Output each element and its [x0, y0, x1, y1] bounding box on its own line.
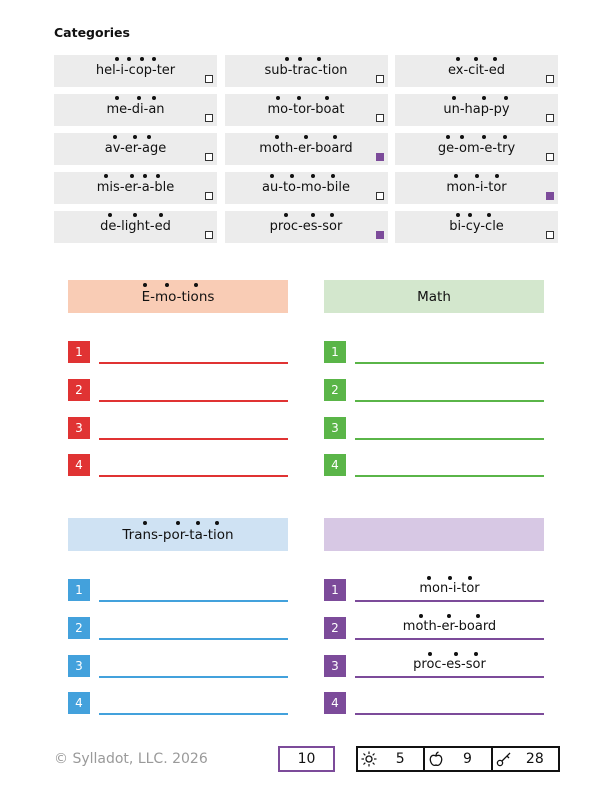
answer-line[interactable] [355, 475, 544, 477]
row-number-badge: 1 [68, 341, 90, 363]
syllable-dot [447, 614, 451, 618]
syllable-dot [143, 283, 147, 287]
category-header[interactable] [324, 280, 544, 313]
word-text: moth-er-board [259, 141, 353, 156]
syllable-dot [194, 283, 198, 287]
syllable-dots [106, 96, 164, 100]
syllable-dot [152, 96, 156, 100]
syllable-dot [448, 576, 452, 580]
answer-row[interactable] [68, 617, 288, 639]
answer-row[interactable] [68, 692, 288, 714]
syllable-dot [113, 135, 117, 139]
word-text: ex-cit-ed [448, 63, 505, 78]
syllable-dots [100, 213, 171, 217]
syllable-dot [331, 174, 335, 178]
row-number-badge: 1 [324, 579, 346, 601]
answer-line[interactable] [99, 713, 288, 715]
copyright: © Sylladot, LLC. 2026 [54, 751, 208, 767]
syllable-word [403, 619, 496, 634]
used-checkbox[interactable] [376, 75, 384, 83]
word-text: me-di-an [106, 102, 165, 117]
used-checkbox[interactable] [205, 114, 213, 122]
sun-icon [361, 751, 377, 767]
syllable-dot [143, 521, 147, 525]
answer-line[interactable] [355, 362, 544, 364]
answer-line[interactable] [355, 638, 544, 640]
syllable-dot [427, 576, 431, 580]
word-bank [54, 55, 558, 243]
syllable-dot [475, 174, 479, 178]
syllable-dot [482, 135, 486, 139]
syllable-dots [449, 213, 504, 217]
category-header[interactable] [68, 518, 288, 551]
answer-line[interactable] [355, 438, 544, 440]
word-text: un-hap-py [443, 102, 510, 117]
syllable-word [443, 101, 509, 119]
answer-line[interactable] [355, 600, 544, 602]
word-card[interactable] [225, 172, 388, 204]
answer-line[interactable] [99, 475, 288, 477]
syllable-word [97, 179, 174, 197]
syllable-dot [468, 213, 472, 217]
answer-line[interactable] [99, 600, 288, 602]
word-card[interactable] [395, 172, 558, 204]
syllable-dot [333, 135, 337, 139]
used-checkbox[interactable] [546, 114, 554, 122]
used-checkbox[interactable] [205, 75, 213, 83]
syllable-dots [446, 174, 506, 178]
syllable-dot [330, 213, 334, 217]
answer-row[interactable] [324, 341, 544, 363]
word-label [225, 179, 388, 197]
word-card[interactable] [225, 94, 388, 126]
answer-row[interactable] [68, 379, 288, 401]
answer-row[interactable] [68, 417, 288, 439]
word-text: E-mo-tions [141, 289, 215, 305]
syllable-word [419, 581, 479, 596]
word-card[interactable] [225, 211, 388, 243]
syllable-word [259, 140, 352, 158]
syllable-dot [456, 213, 460, 217]
key-icon [496, 751, 512, 767]
category-panel [324, 280, 544, 472]
category-title [68, 526, 288, 544]
category-panel [68, 518, 288, 710]
word-label [54, 179, 217, 197]
word-card[interactable] [395, 211, 558, 243]
syllable-dots [413, 652, 486, 656]
syllable-word [267, 101, 344, 119]
row-number-badge: 3 [324, 655, 346, 677]
syllable-dot [165, 283, 169, 287]
syllable-dot [284, 213, 288, 217]
word-text: bi-cy-cle [449, 219, 504, 234]
syllable-dot [127, 57, 131, 61]
syllable-dots [105, 135, 166, 139]
category-title [324, 288, 544, 306]
syllable-dot [285, 57, 289, 61]
answer-line[interactable] [355, 400, 544, 402]
used-checkbox[interactable] [205, 231, 213, 239]
syllable-dots [96, 57, 175, 61]
answer-word [355, 619, 544, 634]
syllable-dot [456, 57, 460, 61]
syllable-dot [487, 213, 491, 217]
word-label [395, 140, 558, 158]
syllable-dots [259, 135, 352, 139]
syllable-dot [152, 57, 156, 61]
syllable-word [105, 140, 166, 158]
word-text: Math [417, 289, 451, 305]
category-header[interactable] [68, 280, 288, 313]
syllable-dot [504, 96, 508, 100]
row-number-badge: 2 [68, 617, 90, 639]
answer-row[interactable] [324, 655, 544, 677]
answer-row[interactable] [68, 579, 288, 601]
word-card[interactable] [395, 55, 558, 87]
word-text: proc-es-sor [269, 219, 343, 234]
stat-sun [358, 748, 425, 770]
syllable-dots [262, 174, 350, 178]
syllable-dot [454, 174, 458, 178]
word-label [395, 62, 558, 80]
word-label [54, 140, 217, 158]
syllable-dot [446, 135, 450, 139]
syllable-dots [122, 521, 233, 525]
syllable-dot [215, 521, 219, 525]
word-card[interactable] [54, 55, 217, 87]
answer-line[interactable] [99, 400, 288, 402]
stat-apple [425, 748, 492, 770]
used-checkbox[interactable] [546, 231, 554, 239]
syllable-word [100, 218, 171, 236]
syllable-dot [482, 96, 486, 100]
word-label [225, 101, 388, 119]
syllable-word [413, 657, 486, 672]
row-number-badge: 2 [324, 379, 346, 401]
syllable-dot [474, 57, 478, 61]
word-card[interactable] [54, 172, 217, 204]
syllable-dots [142, 283, 215, 287]
answer-row[interactable] [68, 454, 288, 476]
category-panel [68, 280, 288, 472]
row-number-badge: 2 [324, 617, 346, 639]
syllable-word [142, 288, 215, 306]
word-text: mon-i-tor [419, 581, 480, 596]
syllable-dots [443, 96, 509, 100]
syllable-dot [270, 174, 274, 178]
word-text: sub-trac-tion [264, 63, 348, 78]
syllable-dot [297, 96, 301, 100]
used-checkbox[interactable] [376, 231, 384, 239]
syllable-dot [317, 57, 321, 61]
used-checkbox[interactable] [546, 75, 554, 83]
answer-line[interactable] [99, 438, 288, 440]
word-card[interactable] [54, 211, 217, 243]
word-card[interactable] [395, 94, 558, 126]
syllable-dot [460, 135, 464, 139]
syllable-dot [159, 213, 163, 217]
syllable-dot [115, 96, 119, 100]
answer-line[interactable] [355, 713, 544, 715]
syllable-dot [311, 213, 315, 217]
word-text: hel-i-cop-ter [95, 63, 176, 78]
syllable-dot [419, 614, 423, 618]
row-number-badge: 4 [68, 454, 90, 476]
word-card[interactable] [225, 55, 388, 87]
syllable-word [122, 526, 233, 544]
row-number-badge: 3 [68, 417, 90, 439]
syllable-dot [503, 135, 507, 139]
word-card[interactable] [395, 133, 558, 165]
page-number: 10 [278, 746, 335, 772]
row-number-badge: 3 [324, 417, 346, 439]
syllable-dot [130, 174, 134, 178]
syllable-dot [143, 174, 147, 178]
row-number-badge: 4 [324, 692, 346, 714]
syllable-word [270, 218, 343, 236]
word-text: proc-es-sor [413, 657, 486, 672]
word-text: ge-om-e-try [437, 141, 516, 156]
syllable-dot [137, 96, 141, 100]
row-number-badge: 1 [68, 579, 90, 601]
answer-row[interactable] [68, 341, 288, 363]
syllable-dots [403, 614, 496, 618]
apple-count: 9 [463, 751, 472, 767]
syllable-dots [448, 57, 505, 61]
used-checkbox[interactable] [546, 192, 554, 200]
syllable-dot [493, 57, 497, 61]
syllable-dot [325, 96, 329, 100]
syllable-word [449, 218, 504, 236]
stat-key [493, 748, 558, 770]
syllable-dots [438, 135, 515, 139]
word-text: au-to-mo-bile [262, 180, 350, 195]
answer-word [355, 581, 544, 596]
word-label [395, 179, 558, 197]
syllable-dot [196, 521, 200, 525]
syllable-dot [311, 174, 315, 178]
used-checkbox[interactable] [205, 153, 213, 161]
category-panel [324, 518, 544, 710]
syllable-dots [419, 576, 479, 580]
apple-icon [428, 751, 444, 767]
word-label [225, 218, 388, 236]
word-label [225, 140, 388, 158]
syllable-dot [476, 614, 480, 618]
stats-bar [356, 746, 560, 772]
syllable-dots [264, 57, 347, 61]
syllable-word [106, 101, 164, 119]
syllable-dot [452, 96, 456, 100]
word-text: mis-er-a-ble [96, 180, 175, 195]
syllable-dot [140, 57, 144, 61]
syllable-word [438, 140, 515, 158]
syllable-dot [133, 213, 137, 217]
syllable-dot [298, 57, 302, 61]
row-number-badge: 1 [324, 341, 346, 363]
syllable-dot [156, 174, 160, 178]
used-checkbox[interactable] [376, 192, 384, 200]
answer-row[interactable] [324, 692, 544, 714]
page-title: Categories [54, 25, 130, 40]
used-checkbox[interactable] [205, 192, 213, 200]
syllable-dot [147, 135, 151, 139]
syllable-dot [290, 174, 294, 178]
syllable-dots [97, 174, 174, 178]
answer-line[interactable] [99, 638, 288, 640]
used-checkbox[interactable] [376, 153, 384, 161]
syllable-dot [495, 174, 499, 178]
row-number-badge: 4 [68, 692, 90, 714]
answer-row[interactable] [324, 579, 544, 601]
answer-line[interactable] [99, 362, 288, 364]
syllable-dot [474, 652, 478, 656]
syllable-dot [115, 57, 119, 61]
syllable-dots [270, 213, 343, 217]
syllable-dot [454, 652, 458, 656]
word-label [54, 101, 217, 119]
answer-row[interactable] [68, 655, 288, 677]
key-count: 28 [525, 751, 544, 767]
syllable-dot [304, 135, 308, 139]
syllable-dot [468, 576, 472, 580]
syllable-word [417, 288, 451, 306]
syllable-dots [267, 96, 344, 100]
answer-row[interactable] [324, 454, 544, 476]
syllable-dot [133, 135, 137, 139]
syllable-word [264, 62, 347, 80]
word-label [395, 101, 558, 119]
word-text: mon-i-tor [446, 180, 507, 195]
answer-word [355, 657, 544, 672]
syllable-dot [176, 521, 180, 525]
word-label [54, 62, 217, 80]
answer-line[interactable] [99, 676, 288, 678]
syllable-word [262, 179, 350, 197]
syllable-dot [276, 96, 280, 100]
syllable-dots [417, 283, 451, 287]
word-text: moth-er-board [402, 619, 497, 634]
word-text: de-light-ed [100, 219, 171, 234]
word-card[interactable] [54, 133, 217, 165]
used-checkbox[interactable] [546, 153, 554, 161]
word-label [395, 218, 558, 236]
word-text: Trans-por-ta-tion [122, 527, 234, 543]
word-card[interactable] [54, 94, 217, 126]
answer-line[interactable] [355, 676, 544, 678]
row-number-badge: 2 [68, 379, 90, 401]
syllable-word [446, 179, 506, 197]
syllable-dot [104, 174, 108, 178]
syllable-word [96, 62, 175, 80]
answer-row[interactable] [324, 379, 544, 401]
word-text: mo-tor-boat [267, 102, 345, 117]
answer-row[interactable] [324, 417, 544, 439]
row-number-badge: 3 [68, 655, 90, 677]
used-checkbox[interactable] [376, 114, 384, 122]
answer-row[interactable] [324, 617, 544, 639]
syllable-word [448, 62, 505, 80]
row-number-badge: 4 [324, 454, 346, 476]
syllable-dot [108, 213, 112, 217]
word-label [225, 62, 388, 80]
word-label [54, 218, 217, 236]
syllable-dot [428, 652, 432, 656]
word-card[interactable] [225, 133, 388, 165]
sun-count: 5 [395, 751, 405, 767]
category-title [68, 288, 288, 306]
category-header[interactable] [324, 518, 544, 551]
word-text: av-er-age [104, 141, 167, 156]
syllable-dot [275, 135, 279, 139]
